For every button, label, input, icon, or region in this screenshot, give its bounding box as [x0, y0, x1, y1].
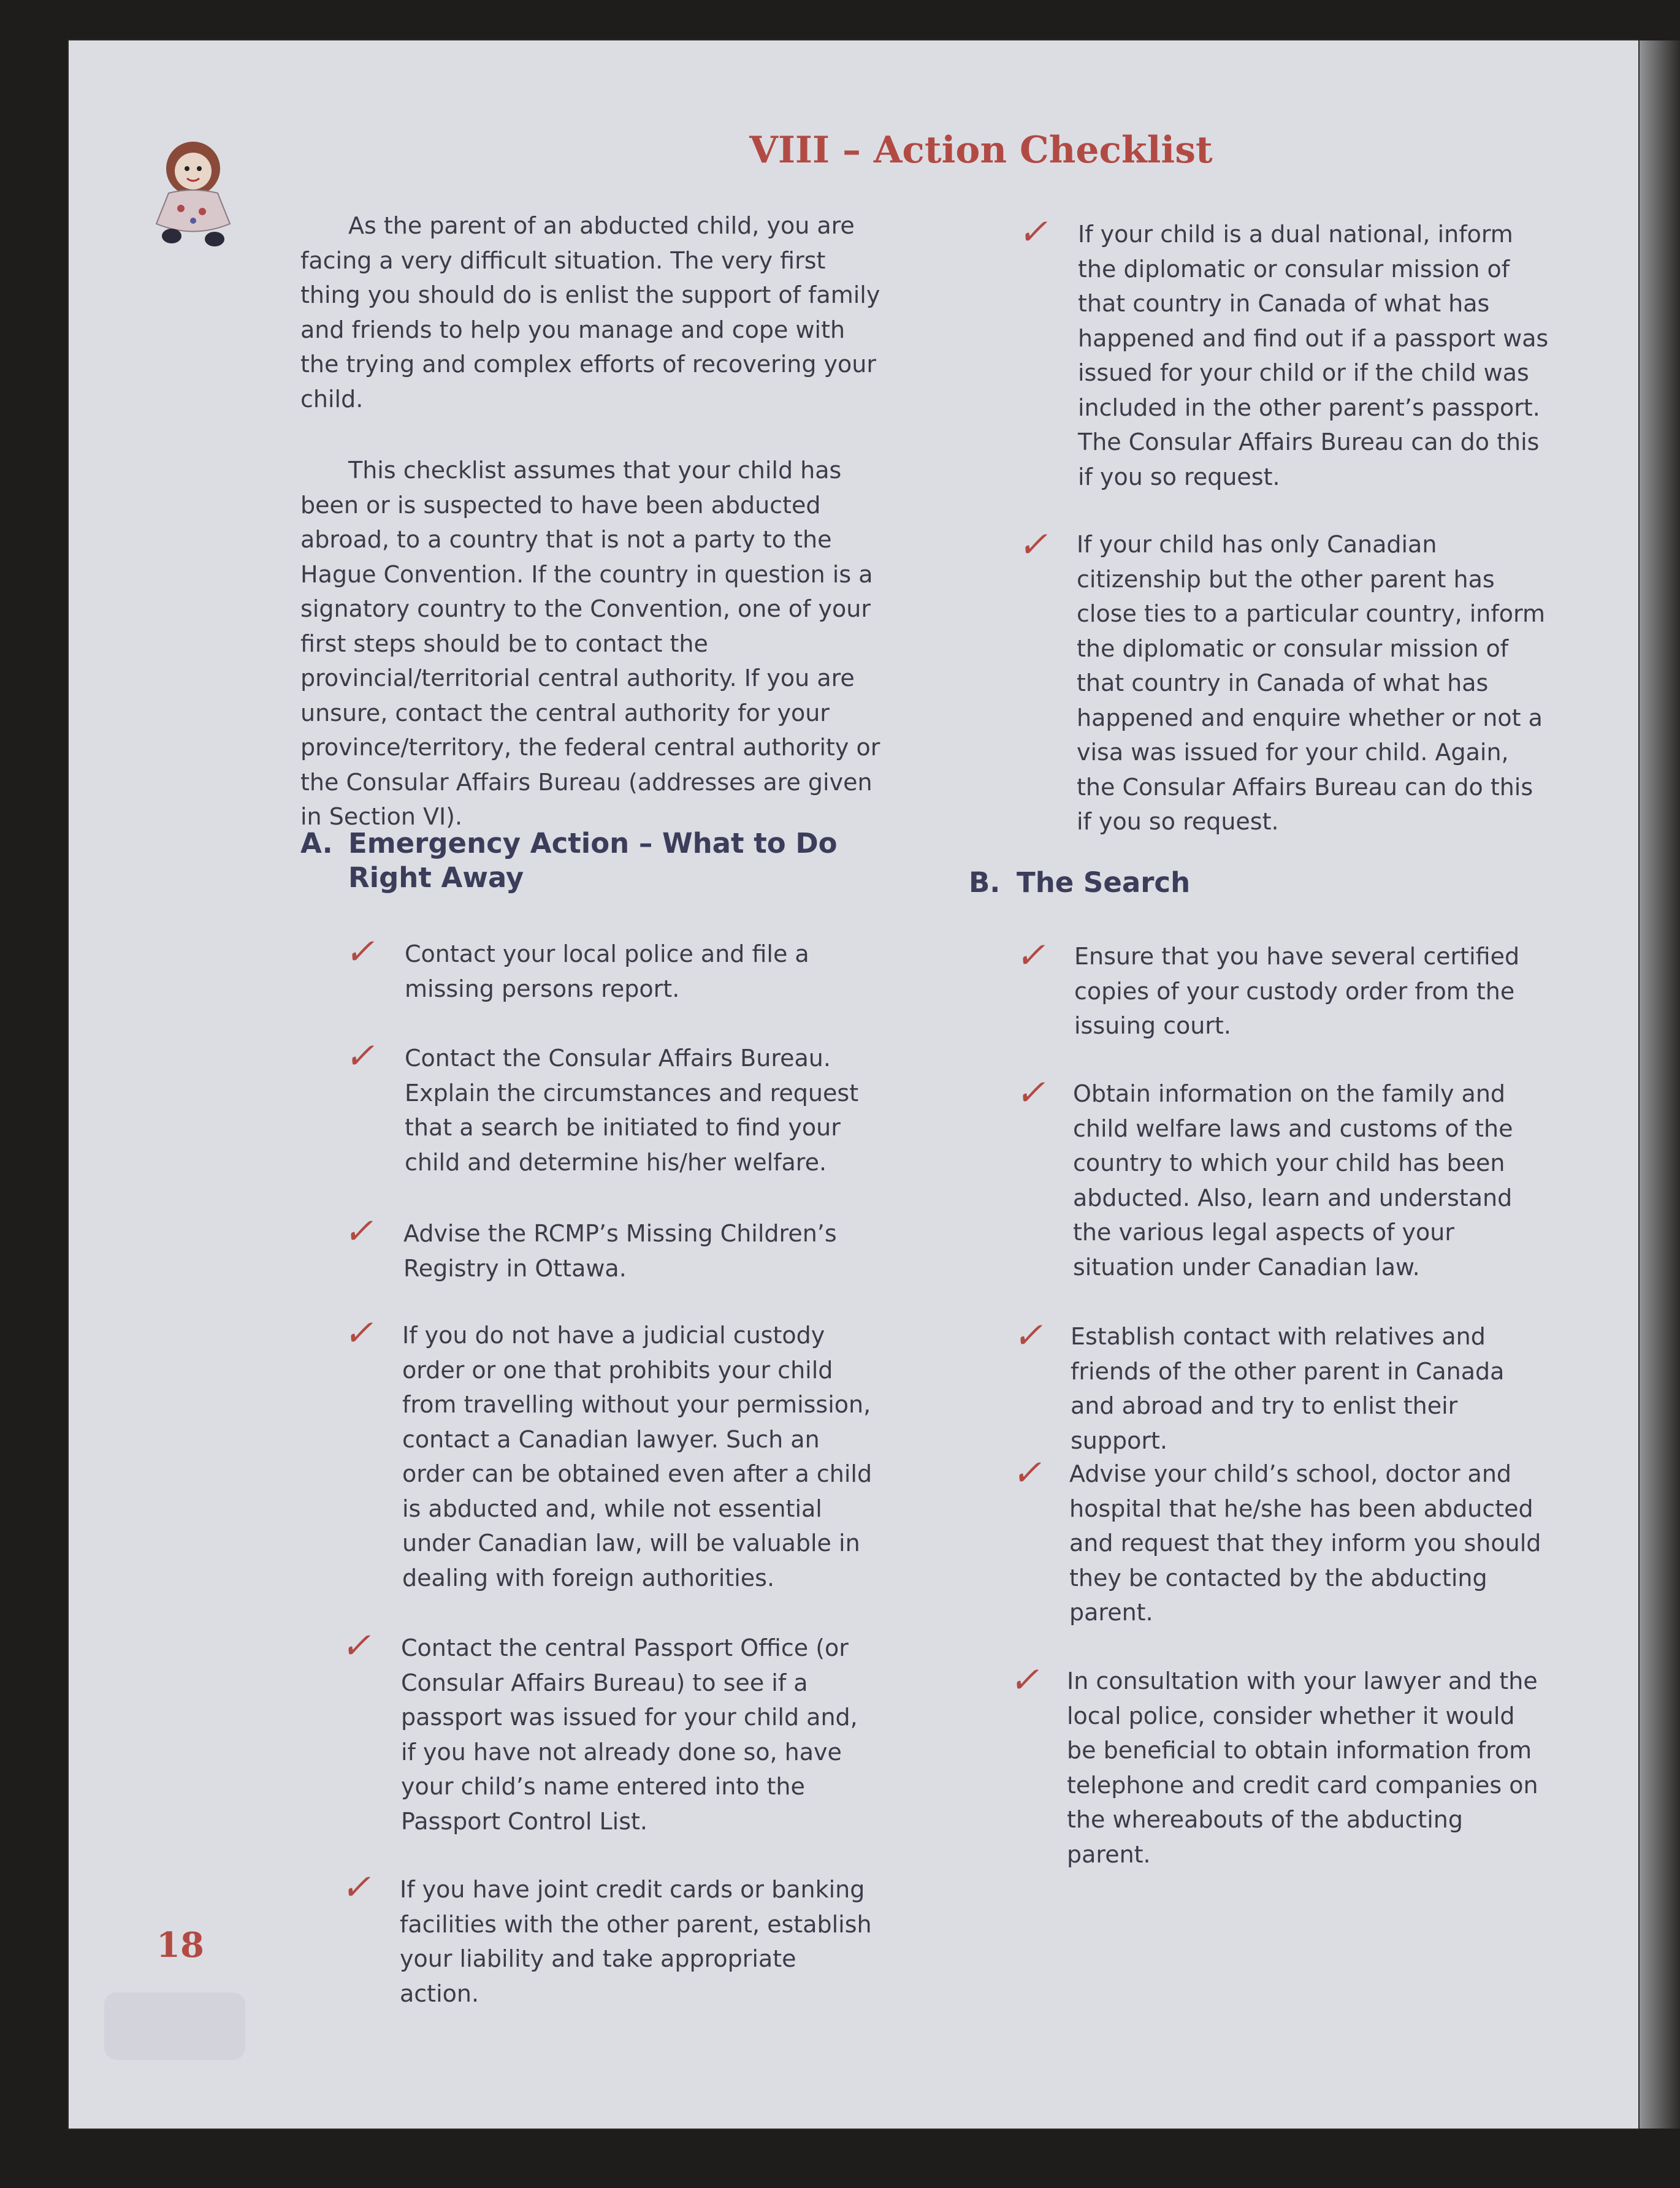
checklist-item: If your child has only Canadian citizenship but the other parent has close ties to a particular country, inform the diplomatic or consular mission of that country in Canada of what has happened and enquire whether or not a visa was issued for your child. Again, the Consular Affairs Bureau can do this if you so request.: [1077, 531, 1545, 835]
page-title: VIII – Action Checklist: [749, 129, 1213, 172]
section-b-letter: B.: [969, 866, 1001, 899]
intro-paragraph: This checklist assumes that your child has been or is suspected to have been abducted abroad, to a country that is not a party to the Hague Convention. If the country in question is a signatory country to the Convention, one of your first steps should be to contact the provincial/territorial central authority. If you are unsure, contact the central authority for your province/territory, the federal central authority or the Consular Affairs Bureau (addresses are given in Section VI).: [300, 457, 880, 830]
section-a-heading-line2: Right Away: [348, 861, 524, 894]
paper-smudge: [104, 1992, 245, 2060]
checkmark-icon: ✓: [1013, 1314, 1043, 1356]
checkmark-icon: ✓: [1015, 934, 1045, 976]
checklist-item: Ensure that you have several certified copies of your custody order from the issuing court.: [1074, 943, 1520, 1039]
checklist-item: Contact your local police and file a missing persons report.: [405, 940, 809, 1002]
section-b-heading: [969, 866, 1521, 900]
checkmark-icon: ✓: [1018, 524, 1048, 565]
checkmark-icon: ✓: [1018, 211, 1048, 253]
checkmark-icon: ✓: [1009, 1659, 1039, 1701]
checklist-item: Obtain information on the family and child welfare laws and customs of the country to which your child has been abducted. Also, learn and understand the various legal aspects of your situation under Canadian law.: [1073, 1080, 1513, 1281]
checkmark-icon: ✓: [341, 1625, 371, 1666]
checkmark-icon: ✓: [1012, 1452, 1042, 1493]
checkmark-icon: ✓: [1015, 1072, 1045, 1113]
checklist-item: Advise your child’s school, doctor and hospital that he/she has been abducted and request that they inform you should they be contacted by the abducting parent.: [1069, 1460, 1541, 1626]
rag-doll-icon: [138, 132, 248, 254]
checklist-item: Contact the Consular Affairs Bureau. Explain the circumstances and request that a search be initiated to find your child and determine his/her welfare.: [405, 1045, 859, 1176]
checklist-item: If you have joint credit cards or banking facilities with the other parent, establish your liability and take appropriate action.: [400, 1876, 872, 2007]
checkmark-icon: ✓: [343, 1312, 373, 1354]
checkmark-icon: ✓: [345, 1035, 375, 1077]
checklist-item: Advise the RCMP’s Missing Children’s Registry in Ottawa.: [403, 1220, 837, 1282]
intro-paragraph: As the parent of an abducted child, you are facing a very difficult situation. The very first thing you should do is enlist the support of family and friends to help you manage and cope with the trying and complex efforts of recovering your child.: [300, 212, 880, 413]
checkmark-icon: ✓: [343, 1210, 373, 1252]
checkmark-icon: ✓: [341, 1866, 371, 1908]
section-a-letter: A.: [300, 827, 333, 860]
section-b-heading-text: The Search: [1017, 866, 1191, 899]
page-number: 18: [156, 1925, 204, 1965]
checklist-item: Establish contact with relatives and friends of the other parent in Canada and abroad and try to enlist their support.: [1071, 1323, 1505, 1454]
section-a-heading-line1: Emergency Action – What to Do: [348, 827, 838, 860]
checklist-item: If your child is a dual national, inform the diplomatic or consular mission of that country in Canada of what has happened and find out if a passport was issued for your child or if the child was included in the other parent’s passport. The Consular Affairs Bureau can do this if you so request.: [1078, 221, 1549, 490]
checklist-item: If you do not have a judicial custody order or one that prohibits your child from travelling without your permission, contact a Canadian lawyer. Such an order can be obtained even after a child is abducted and, while not essential under Canadian law, will be valuable in dealing with foreign authorities.: [402, 1322, 872, 1591]
checklist-item: In consultation with your lawyer and the local police, consider whether it would be beneficial to obtain information from telephone and credit card companies on the whereabouts of the abducting parent.: [1067, 1668, 1538, 1868]
section-a-heading: [300, 826, 883, 895]
intro-text: [300, 208, 883, 834]
checklist-item: Contact the central Passport Office (or Consular Affairs Bureau) to see if a passport was issued for your child and, if you have not already done so, have your child’s name entered into the Passport Control List.: [401, 1634, 858, 1835]
checkmark-icon: ✓: [345, 931, 375, 972]
